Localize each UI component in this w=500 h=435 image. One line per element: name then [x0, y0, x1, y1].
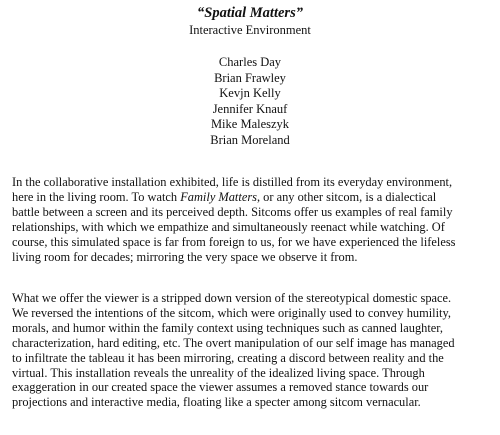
author-name: Jennifer Knauf [212, 101, 288, 116]
body-paragraph-1 [12, 175, 490, 264]
document-subtitle: Interactive Environment [189, 23, 311, 37]
show-title: Family Matters [180, 189, 257, 204]
paragraph-line: battle between a screen and its perceived depth. Sitcoms offer us examples of real family [12, 204, 453, 219]
line-text: , or any other sitcom, is a dialectical [256, 189, 437, 204]
paragraph-line: relationships, with which we empathize and simultaneously reenact while watching. Of [12, 219, 445, 234]
paragraph-line: projections and interactive media, floating like a specter among sitcom vernacular. [12, 395, 421, 410]
author-list [0, 55, 500, 149]
paragraph-line: morals, and humor within the family context using techniques such as canned laughter, [12, 320, 444, 335]
paragraph-line: In the collaborative installation exhibited, life is distilled from its everyday environment, [12, 175, 453, 189]
author-name: Kevjn Kelly [219, 86, 281, 101]
line-text: here in the living room. To watch [12, 189, 181, 204]
author-name: Mike Maleszyk [210, 117, 290, 132]
paragraph-line: characterization, hard editing, etc. The overt manipulation of our self image has managed [12, 335, 455, 350]
author-name: Charles Day [218, 55, 282, 69]
author-name: Brian Frawley [214, 70, 286, 85]
author-name: Brian Moreland [210, 132, 290, 147]
paragraph-line: We reversed the intentions of the sitcom, which were originally used to convey humility, [12, 305, 451, 320]
paragraph-line: to infiltrate the tableau it has been mirroring, creating a discord between reality and the [12, 350, 444, 365]
paragraph-line [12, 190, 490, 205]
document-header [0, 5, 500, 149]
paragraph-line: exaggeration in our created space the viewer assumes a removed stance towards our [12, 380, 429, 395]
paragraph-line: living room for decades; mirroring the very space we observe it from. [12, 249, 358, 264]
document-title: “Spatial Matters” [197, 5, 303, 21]
body-paragraph-2 [12, 291, 490, 410]
paragraph-line: What we offer the viewer is a stripped down version of the stereotypical domestic space. [12, 291, 452, 305]
paragraph-line: course, this simulated space is far from foreign to us, for we have experienced the lifeless [12, 234, 456, 249]
paragraph-line: virtual. This installation reveals the unreality of the idealized living space. Through [12, 365, 425, 380]
